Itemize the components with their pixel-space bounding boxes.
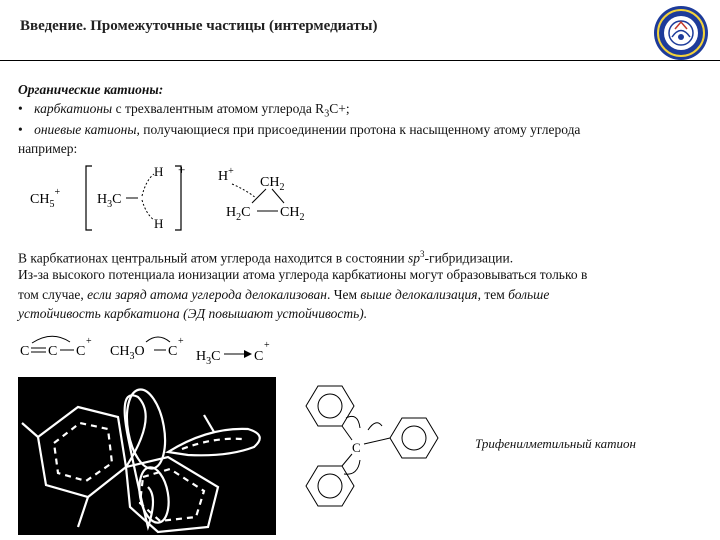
allyl-charge: + — [86, 336, 92, 347]
ch2-right: $CH_2$ — [280, 205, 305, 223]
carbocation-orbital-image — [18, 377, 276, 535]
bullet1-text: с трехвалентным атомом углерода R — [115, 101, 325, 116]
bullet-onium — [18, 120, 580, 139]
section-heading: Органические катионы: — [18, 82, 164, 97]
bracket-charge: + — [178, 162, 186, 177]
bullet-marker: • — [18, 101, 23, 116]
formulas-row-2 — [18, 328, 298, 368]
ch5-formula: $CH_5^+$ — [30, 187, 61, 210]
ethyl-charge: + — [264, 340, 270, 351]
paragraph-line-1: В карбкатионах центральный атом углерода находится в состоянии $sp^3$-гибридизации. — [18, 249, 514, 266]
figure-caption: Трифенилметильный катион — [475, 436, 636, 451]
ethyl-h3c: $H_3C$ — [196, 349, 221, 367]
paragraph-line-2: Из-за высокого потенциала ионизации атома углерода карбкатионы могут образовываться только в — [18, 267, 588, 282]
bullet-marker: • — [18, 122, 23, 137]
allyl-c2: C — [48, 344, 58, 359]
header-divider — [0, 60, 720, 61]
methoxy-formula: $CH_3O$ — [110, 344, 145, 362]
h-plus: H+ — [218, 166, 234, 184]
formulas-row-1 — [20, 158, 340, 238]
page-title: Введение. Промежуточные частицы (интермедиаты) — [20, 18, 378, 34]
bullet1-sub: 3 — [324, 108, 330, 120]
h3c-formula: $H_3C$ — [97, 192, 122, 210]
bracket-left — [86, 166, 92, 230]
paragraph-line-3: том случае, если заряд атома углерода делокализован. Чем выше делокализация, тем больше — [18, 287, 550, 302]
term-onium: ониевые катионы, — [34, 122, 140, 137]
example-label: например: — [18, 141, 78, 156]
allyl-c3: C — [76, 344, 86, 359]
bullet1-end: C+; — [329, 101, 350, 116]
h-top: H — [154, 164, 164, 179]
h-bottom: H — [154, 216, 164, 231]
central-carbon: C — [352, 440, 361, 455]
methoxy-charge: + — [178, 336, 184, 347]
term-carbocations: карбкатионы — [34, 101, 113, 116]
paragraph-line-4: устойчивость карбкатиона (ЭД повышают устойчивость). — [18, 306, 368, 321]
ch2-top: $CH_2$ — [260, 175, 285, 193]
allyl-c1: C — [20, 344, 30, 359]
triphenylmethyl-structure — [298, 378, 448, 536]
bullet2-text: получающиеся при присоединении протона к насыщенному атому углерода — [143, 122, 581, 137]
h2c-formula: $H_2C$ — [226, 205, 251, 223]
ethyl-c: C — [254, 349, 264, 364]
university-logo-icon — [652, 4, 710, 62]
methoxy-c: C — [168, 344, 178, 359]
